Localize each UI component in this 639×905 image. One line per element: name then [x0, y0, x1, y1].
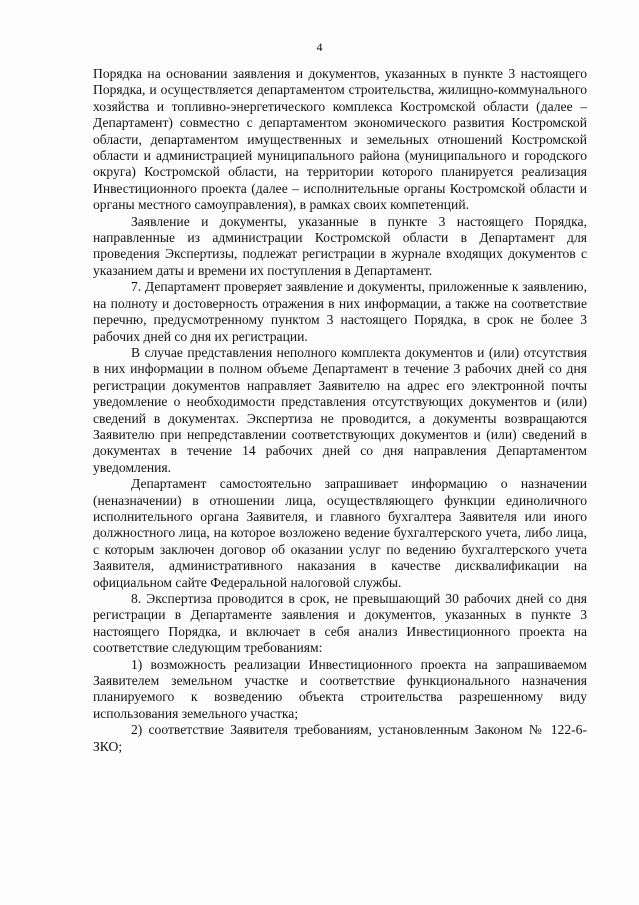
paragraph-item-7: 7. Департамент проверяет заявление и документы, приложенные к заявлению, на полноту и достоверность отражения в них информации, а также на соответствие перечню, предусмотренному пунктом 3 настоящего Порядка, в срок не более 3 рабочих дней со дня их регистрации. — [93, 279, 587, 344]
paragraph-registration: Заявление и документы, указанные в пункте 3 настоящего Порядка, направленные из администрации Костромской области в Департамент для проведения Экспертизы, подлежат регистрации в журнале входящих документов с указанием даты и времени их поступления в Департамент. — [93, 213, 587, 278]
page-number: 4 — [316, 40, 323, 54]
paragraph-item-8: 8. Экспертиза проводится в срок, не превышающий 30 рабочих дней со дня регистрации в Департаменте заявления и документов, указанных в пункте 3 настоящего Порядка, и включает в себя анализ Инвестиционного проекта на соответствие следующим требованиям: — [93, 591, 587, 656]
paragraph-disqualification-request: Департамент самостоятельно запрашивает информацию о назначении (неназначении) в отношении лица, осуществляющего функции единоличного исполнительного органа Заявителя, и главного бухгалтера Заявителя или иного должностного лица, на которое возложено ведение бухгалтерского учета, либо лица, с которым заключен договор об оказании услуг по ведению бухгалтерского учета Заявителя, административного наказания в качестве дисквалификации на официальном сайте Федеральной налоговой службы. — [93, 476, 587, 590]
paragraph-incomplete-documents: В случае представления неполного комплекта документов и (или) отсутствия в них информации в полном объеме Департамент в течение 3 рабочих дней со дня регистрации документов направляет Заявителю на адрес его электронной почты уведомление о необходимости представления отсутствующих документов и (или) сведений в документах. Экспертиза не проводится, а документы возвращаются Заявителю при непредставлении соответствующих документов и (или) сведений в документах в течение 14 рабочих дней со дня направления Департаментом уведомления. — [93, 344, 587, 475]
paragraph-requirement-2: 2) соответствие Заявителя требованиям, установленным Законом № 122-6-ЗКО; — [93, 722, 587, 754]
paragraph-continuation: Порядка на основании заявления и документов, указанных в пункте 3 настоящего Порядка, и осуществляется департаментом строительства, жилищно-коммунального хозяйства и топливно-энергетического комплекса Костромской области (далее – Департамент) совместно с департаментом экономического развития Костромской области, департаментом имущественных и земельных отношений Костромской области и администрацией муниципального района (муниципального и городского округа) Костромской области, на территории которого планируется реализация Инвестиционного проекта (далее – исполнительные органы Костромской области и органы местного самоуправления), в рамках своих компетенций. — [93, 66, 587, 213]
paragraph-requirement-1: 1) возможность реализации Инвестиционного проекта на запрашиваемом Заявителем земельном участке и соответствие функционального назначения планируемого к возведению объекта строительства разрешенному виду использования земельного участка; — [93, 656, 587, 721]
document-body — [93, 66, 587, 755]
